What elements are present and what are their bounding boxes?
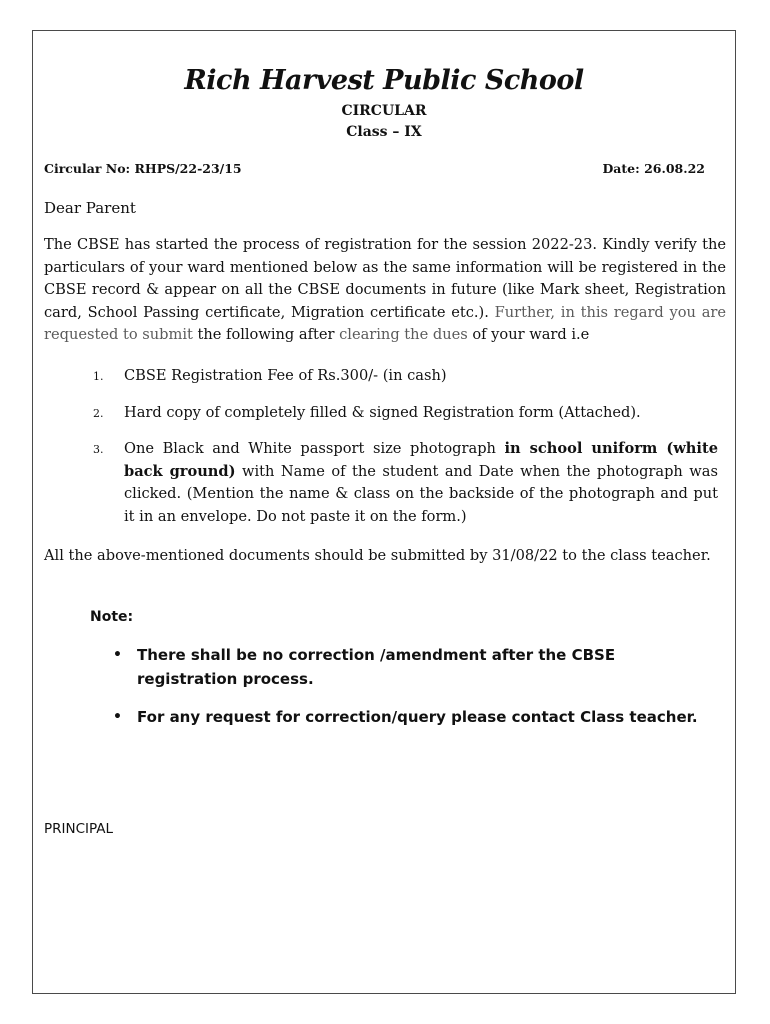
list-item-text: One Black and White passport size photograph: [124, 440, 505, 457]
note-item: [113, 705, 715, 729]
circular-date: Date: 26.08.22: [602, 161, 705, 176]
note-item: [113, 643, 715, 691]
list-item-bold-text: in school uniform (white back ground): [124, 440, 718, 480]
note-item-text: For any request for correction/query please contact Class teacher.: [137, 708, 698, 726]
bullet-icon: •: [113, 647, 122, 663]
bullet-icon: •: [113, 709, 122, 725]
circular-number: Circular No: RHPS/22-23/15: [44, 161, 242, 176]
list-item-text-post: with Name of the student and Date when the photograph was clicked. (Mention the name & class on the backside of the photograph and put it in an envelope. Do not paste it on the form.): [124, 462, 718, 525]
list-item-text: CBSE Registration Fee of Rs.300/- (in cash): [124, 367, 447, 384]
closing-paragraph: All the above-mentioned documents should be submitted by 31/08/22 to the class teacher.: [44, 547, 711, 564]
school-name: Rich Harvest Public School: [184, 65, 584, 96]
list-item: [93, 438, 718, 528]
note-list: [113, 643, 715, 743]
list-item: [93, 365, 718, 388]
list-item-number: 1.: [93, 370, 104, 383]
signature: PRINCIPAL: [44, 821, 114, 837]
list-item-number: 2.: [93, 406, 104, 420]
circular-title: CIRCULAR: [341, 103, 427, 119]
paragraph-grey-text-2: clearing the dues: [334, 326, 468, 344]
circular-page: [32, 30, 736, 994]
paragraph-end-text: of your ward i.e: [467, 326, 590, 344]
requirements-list: [93, 365, 718, 542]
paragraph-main-text: The CBSE has started the process of registration for the session 2022-23. Kindly verify the particulars of your ward mentioned below as the same information will be registered in the CBSE record & appear on all the CBSE documents in future (like Mark sheet, Registration card, School Passing certificate, Migration certificate etc.).: [44, 236, 726, 321]
note-label: Note:: [90, 609, 134, 625]
list-item-number: 3.: [93, 443, 104, 456]
main-paragraph: [44, 234, 726, 347]
class-line: Class – IX: [346, 124, 422, 140]
list-item: [93, 402, 718, 425]
note-item-text: There shall be no correction /amendment after the CBSE registration process.: [137, 646, 616, 688]
salutation: Dear Parent: [44, 199, 136, 217]
paragraph-mid-text: the following after: [192, 326, 335, 344]
list-item-text: Hard copy of completely filled & signed Registration form (Attached).: [124, 403, 641, 421]
paragraph-grey-text-1: Further, in this regard you are requested to submit: [44, 303, 727, 344]
